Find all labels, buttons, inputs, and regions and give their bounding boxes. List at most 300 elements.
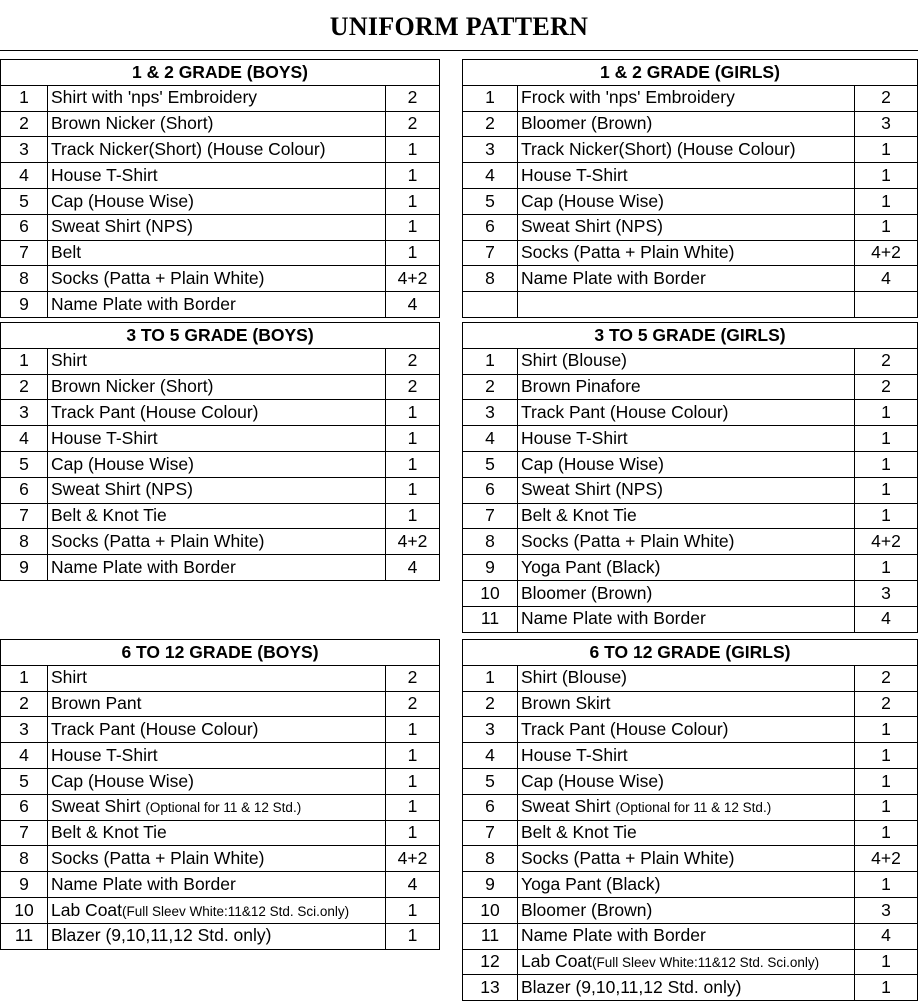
table-row — [1, 691, 440, 717]
item-name: Sweat Shirt (NPS) — [521, 216, 663, 237]
table-row — [463, 820, 918, 846]
item-name: Track Nicker(Short) (House Colour) — [521, 139, 796, 160]
table-header: 1 & 2 GRADE (BOYS) — [1, 60, 440, 86]
table-row — [1, 743, 440, 769]
quantity-cell: 3 — [855, 111, 918, 137]
quantity-cell: 2 — [386, 85, 440, 111]
row-number: 4 — [463, 163, 518, 189]
row-number: 12 — [463, 949, 518, 975]
table-row — [463, 606, 918, 632]
row-number: 5 — [463, 768, 518, 794]
quantity-cell: 1 — [855, 137, 918, 163]
quantity-cell: 2 — [386, 111, 440, 137]
row-number: 4 — [1, 743, 48, 769]
row-number: 1 — [463, 665, 518, 691]
row-number: 7 — [463, 240, 518, 266]
item-cell — [48, 163, 386, 189]
item-cell — [48, 768, 386, 794]
item-cell — [518, 665, 855, 691]
item-cell — [518, 111, 855, 137]
row-number: 2 — [463, 374, 518, 400]
item-cell — [518, 85, 855, 111]
item-name: Cap (House Wise) — [51, 190, 194, 211]
table-row — [1, 214, 440, 240]
item-cell — [48, 743, 386, 769]
quantity-cell: 4 — [386, 872, 440, 898]
uniform-table-1-2-boys — [0, 59, 440, 318]
item-name: Shirt (Blouse) — [521, 350, 628, 371]
row-number: 3 — [1, 137, 48, 163]
table-row — [463, 188, 918, 214]
table-row — [463, 743, 918, 769]
table-row — [463, 717, 918, 743]
table-row — [463, 555, 918, 581]
item-name: Name Plate with Border — [521, 268, 706, 289]
item-name: Bloomer (Brown) — [521, 899, 653, 920]
item-cell — [518, 743, 855, 769]
row-number: 6 — [1, 477, 48, 503]
row-number: 7 — [1, 240, 48, 266]
quantity-cell: 1 — [386, 426, 440, 452]
row-number: 6 — [463, 794, 518, 820]
item-cell — [48, 503, 386, 529]
table-row — [463, 477, 918, 503]
quantity-cell — [855, 292, 918, 318]
quantity-cell: 2 — [855, 691, 918, 717]
row-number: 5 — [463, 451, 518, 477]
item-name: Track Nicker(Short) (House Colour) — [51, 139, 326, 160]
row-number: 4 — [1, 426, 48, 452]
item-name: Cap (House Wise) — [521, 770, 664, 791]
row-number: 3 — [463, 717, 518, 743]
row-number: 7 — [1, 503, 48, 529]
table-row — [1, 451, 440, 477]
row-number: 9 — [1, 292, 48, 318]
item-cell — [48, 794, 386, 820]
table-row — [463, 266, 918, 292]
item-cell — [518, 426, 855, 452]
item-name: Brown Pinafore — [521, 376, 641, 397]
quantity-cell: 1 — [386, 477, 440, 503]
row-number: 10 — [463, 580, 518, 606]
item-name: Bloomer (Brown) — [521, 113, 653, 134]
uniform-table-1-2-girls — [462, 59, 918, 318]
quantity-cell: 1 — [855, 503, 918, 529]
item-name: Name Plate with Border — [521, 608, 706, 629]
item-name: Cap (House Wise) — [51, 770, 194, 791]
item-name: Yoga Pant (Black) — [521, 556, 661, 577]
quantity-cell: 1 — [855, 975, 918, 1001]
row-number: 7 — [1, 820, 48, 846]
item-name: Shirt — [51, 667, 87, 688]
item-name: Socks (Patta + Plain White) — [51, 268, 265, 289]
item-name: House T-Shirt — [51, 427, 158, 448]
item-cell — [518, 477, 855, 503]
table-row — [1, 188, 440, 214]
table-header-row — [463, 640, 918, 666]
item-name: Brown Nicker (Short) — [51, 376, 214, 397]
item-cell — [48, 451, 386, 477]
item-note: (Full Sleev White:11&12 Std. Sci.only) — [122, 903, 350, 919]
quantity-cell: 1 — [855, 794, 918, 820]
item-cell — [518, 555, 855, 581]
table-row — [1, 794, 440, 820]
row-number: 3 — [463, 400, 518, 426]
page-title: UNIFORM PATTERN — [329, 12, 589, 41]
table-header-row — [463, 323, 918, 349]
item-cell — [518, 400, 855, 426]
quantity-cell: 2 — [855, 85, 918, 111]
row-number: 3 — [463, 137, 518, 163]
quantity-cell: 1 — [855, 949, 918, 975]
item-cell — [48, 240, 386, 266]
quantity-cell: 1 — [855, 426, 918, 452]
item-cell — [518, 975, 855, 1001]
row-number: 8 — [463, 529, 518, 555]
quantity-cell: 1 — [386, 743, 440, 769]
item-cell — [518, 606, 855, 632]
row-number: 3 — [1, 717, 48, 743]
table-row — [463, 897, 918, 923]
table-row — [1, 111, 440, 137]
item-cell — [518, 872, 855, 898]
item-cell — [48, 477, 386, 503]
table-header: 6 TO 12 GRADE (BOYS) — [1, 640, 440, 666]
row-number: 1 — [463, 348, 518, 374]
table-row — [1, 374, 440, 400]
row-number: 9 — [463, 555, 518, 581]
table-header: 3 TO 5 GRADE (BOYS) — [1, 323, 440, 349]
quantity-cell: 4+2 — [386, 529, 440, 555]
item-cell — [48, 923, 386, 949]
item-name: Track Pant (House Colour) — [521, 719, 729, 740]
item-cell — [518, 163, 855, 189]
table-row — [463, 665, 918, 691]
table-row — [463, 794, 918, 820]
item-cell — [518, 266, 855, 292]
item-name: Socks (Patta + Plain White) — [51, 531, 265, 552]
quantity-cell: 2 — [855, 665, 918, 691]
item-name: Socks (Patta + Plain White) — [51, 848, 265, 869]
item-name: Lab Coat — [51, 899, 123, 920]
item-name: Shirt — [51, 350, 87, 371]
row-number: 2 — [463, 691, 518, 717]
item-name: Cap (House Wise) — [521, 190, 664, 211]
item-name: Socks (Patta + Plain White) — [521, 531, 735, 552]
table-header-row — [463, 60, 918, 86]
quantity-cell: 2 — [855, 348, 918, 374]
table-row — [1, 292, 440, 318]
row-number: 7 — [463, 820, 518, 846]
table-row — [1, 503, 440, 529]
item-name: Bloomer (Brown) — [521, 582, 653, 603]
quantity-cell: 1 — [855, 400, 918, 426]
table-header-row — [1, 323, 440, 349]
row-number: 1 — [1, 348, 48, 374]
item-name: Belt & Knot Tie — [51, 822, 167, 843]
table-row — [1, 240, 440, 266]
quantity-cell: 1 — [386, 923, 440, 949]
item-name: House T-Shirt — [51, 744, 158, 765]
row-number: 5 — [1, 188, 48, 214]
quantity-cell: 4+2 — [855, 846, 918, 872]
quantity-cell: 1 — [855, 820, 918, 846]
item-cell — [48, 529, 386, 555]
item-name: Track Pant (House Colour) — [51, 402, 259, 423]
item-name: House T-Shirt — [521, 427, 628, 448]
item-name: Frock with 'nps' Embroidery — [521, 87, 735, 108]
item-cell — [48, 214, 386, 240]
quantity-cell: 2 — [386, 348, 440, 374]
item-name: Cap (House Wise) — [51, 453, 194, 474]
row-number: 6 — [463, 477, 518, 503]
item-name: Sweat Shirt (NPS) — [51, 216, 193, 237]
item-note: (Full Sleev White:11&12 Std. Sci.only) — [592, 955, 820, 971]
quantity-cell: 1 — [386, 820, 440, 846]
row-number: 1 — [1, 85, 48, 111]
item-name: Shirt (Blouse) — [521, 667, 628, 688]
table-row — [463, 872, 918, 898]
table-row — [463, 503, 918, 529]
row-number: 11 — [463, 923, 518, 949]
table-header-row — [1, 640, 440, 666]
item-name: Sweat Shirt (NPS) — [521, 479, 663, 500]
row-number: 1 — [1, 665, 48, 691]
row-number: 9 — [1, 872, 48, 898]
row-number: 8 — [1, 266, 48, 292]
table-row — [1, 400, 440, 426]
quantity-cell: 1 — [386, 794, 440, 820]
item-name: Belt & Knot Tie — [521, 822, 637, 843]
table-row — [1, 348, 440, 374]
quantity-cell: 4 — [855, 606, 918, 632]
table-row — [463, 137, 918, 163]
row-number: 5 — [1, 768, 48, 794]
item-cell — [48, 426, 386, 452]
item-cell — [518, 240, 855, 266]
row-number: 5 — [463, 188, 518, 214]
table-row — [1, 846, 440, 872]
row-number: 11 — [1, 923, 48, 949]
quantity-cell: 4 — [855, 923, 918, 949]
row-number: 5 — [1, 451, 48, 477]
table-row — [463, 691, 918, 717]
row-number: 7 — [463, 503, 518, 529]
table-row — [463, 426, 918, 452]
uniform-table-3-5-girls — [462, 322, 918, 633]
row-number: 4 — [1, 163, 48, 189]
quantity-cell: 4 — [855, 266, 918, 292]
item-cell — [518, 137, 855, 163]
table-row — [1, 665, 440, 691]
quantity-cell: 1 — [386, 451, 440, 477]
table-row — [463, 292, 918, 318]
quantity-cell: 4 — [386, 292, 440, 318]
item-name: Belt & Knot Tie — [51, 505, 167, 526]
table-row — [463, 768, 918, 794]
item-name: Yoga Pant (Black) — [521, 873, 661, 894]
table-row — [463, 949, 918, 975]
quantity-cell: 1 — [386, 163, 440, 189]
item-name: Name Plate with Border — [51, 873, 236, 894]
table-row — [1, 717, 440, 743]
item-cell — [518, 794, 855, 820]
item-name: Brown Skirt — [521, 693, 611, 714]
item-cell — [48, 292, 386, 318]
quantity-cell: 1 — [386, 768, 440, 794]
item-name: House T-Shirt — [51, 164, 158, 185]
item-cell — [518, 188, 855, 214]
quantity-cell: 3 — [855, 580, 918, 606]
table-row — [1, 923, 440, 949]
row-number: 2 — [1, 691, 48, 717]
item-cell — [48, 85, 386, 111]
quantity-cell: 4+2 — [855, 240, 918, 266]
quantity-cell: 1 — [386, 897, 440, 923]
table-row — [1, 266, 440, 292]
item-cell — [48, 872, 386, 898]
table-header: 6 TO 12 GRADE (GIRLS) — [463, 640, 918, 666]
row-number: 9 — [1, 555, 48, 581]
uniform-table-6-12-girls — [462, 639, 918, 1001]
item-cell — [518, 451, 855, 477]
item-name: Name Plate with Border — [521, 925, 706, 946]
table-row — [463, 529, 918, 555]
quantity-cell: 1 — [386, 717, 440, 743]
item-name: Track Pant (House Colour) — [521, 402, 729, 423]
row-number: 9 — [463, 872, 518, 898]
title-divider — [0, 50, 918, 51]
quantity-cell: 1 — [855, 163, 918, 189]
row-number: 11 — [463, 606, 518, 632]
row-number: 6 — [463, 214, 518, 240]
row-number: 2 — [463, 111, 518, 137]
row-number — [463, 292, 518, 318]
item-cell — [48, 846, 386, 872]
row-number: 8 — [1, 529, 48, 555]
row-number: 8 — [463, 846, 518, 872]
item-name: Sweat Shirt — [521, 796, 616, 817]
table-row — [1, 820, 440, 846]
row-number: 6 — [1, 794, 48, 820]
quantity-cell: 1 — [855, 214, 918, 240]
quantity-cell: 2 — [386, 374, 440, 400]
item-cell — [518, 846, 855, 872]
quantity-cell: 2 — [386, 691, 440, 717]
table-row — [1, 555, 440, 581]
uniform-table-6-12-boys — [0, 639, 440, 950]
table-header-row — [1, 60, 440, 86]
item-name: Belt & Knot Tie — [521, 505, 637, 526]
item-cell — [518, 897, 855, 923]
item-name: Belt — [51, 242, 82, 263]
quantity-cell: 1 — [386, 214, 440, 240]
quantity-cell: 1 — [855, 743, 918, 769]
item-cell — [518, 374, 855, 400]
item-name: Blazer (9,10,11,12 Std. only) — [521, 977, 742, 997]
table-row — [463, 163, 918, 189]
table-row — [1, 529, 440, 555]
quantity-cell: 1 — [855, 717, 918, 743]
quantity-cell: 4+2 — [855, 529, 918, 555]
row-number: 1 — [463, 85, 518, 111]
table-row — [463, 240, 918, 266]
item-name: Blazer (9,10,11,12 Std. only) — [51, 925, 272, 946]
row-number: 8 — [463, 266, 518, 292]
table-row — [1, 426, 440, 452]
item-name: Cap (House Wise) — [521, 453, 664, 474]
table-row — [463, 923, 918, 949]
quantity-cell: 1 — [855, 768, 918, 794]
quantity-cell: 3 — [855, 897, 918, 923]
item-cell — [518, 292, 855, 318]
item-cell — [518, 949, 855, 975]
quantity-cell: 1 — [386, 400, 440, 426]
item-note: (Optional for 11 & 12 Std.) — [615, 800, 772, 816]
quantity-cell: 1 — [386, 240, 440, 266]
item-cell — [518, 580, 855, 606]
item-cell — [48, 717, 386, 743]
quantity-cell: 4+2 — [386, 266, 440, 292]
item-cell — [518, 503, 855, 529]
row-number: 8 — [1, 846, 48, 872]
item-cell — [518, 214, 855, 240]
item-cell — [48, 137, 386, 163]
item-name: House T-Shirt — [521, 744, 628, 765]
item-cell — [48, 374, 386, 400]
item-name: Socks (Patta + Plain White) — [521, 848, 735, 869]
quantity-cell: 1 — [855, 188, 918, 214]
item-cell — [518, 768, 855, 794]
table-row — [463, 374, 918, 400]
item-cell — [48, 555, 386, 581]
table-row — [463, 214, 918, 240]
item-cell — [518, 820, 855, 846]
table-row — [1, 768, 440, 794]
row-number: 2 — [1, 374, 48, 400]
row-number: 4 — [463, 743, 518, 769]
quantity-cell: 4+2 — [386, 846, 440, 872]
quantity-cell: 1 — [855, 555, 918, 581]
item-cell — [518, 923, 855, 949]
table-row — [463, 348, 918, 374]
item-cell — [48, 691, 386, 717]
item-cell — [48, 111, 386, 137]
quantity-cell: 2 — [855, 374, 918, 400]
item-cell — [48, 400, 386, 426]
table-header: 3 TO 5 GRADE (GIRLS) — [463, 323, 918, 349]
item-cell — [518, 529, 855, 555]
table-row — [463, 451, 918, 477]
item-cell — [48, 665, 386, 691]
table-row — [1, 897, 440, 923]
table-row — [463, 580, 918, 606]
item-name: Socks (Patta + Plain White) — [521, 242, 735, 263]
item-name: House T-Shirt — [521, 164, 628, 185]
item-note: (Optional for 11 & 12 Std.) — [145, 800, 302, 816]
table-row — [1, 872, 440, 898]
item-name: Sweat Shirt — [51, 796, 146, 817]
quantity-cell: 4 — [386, 555, 440, 581]
table-row — [463, 111, 918, 137]
quantity-cell: 1 — [855, 477, 918, 503]
item-name: Track Pant (House Colour) — [51, 719, 259, 740]
item-cell — [518, 717, 855, 743]
row-number: 10 — [463, 897, 518, 923]
row-number: 4 — [463, 426, 518, 452]
item-cell — [518, 348, 855, 374]
row-number: 10 — [1, 897, 48, 923]
